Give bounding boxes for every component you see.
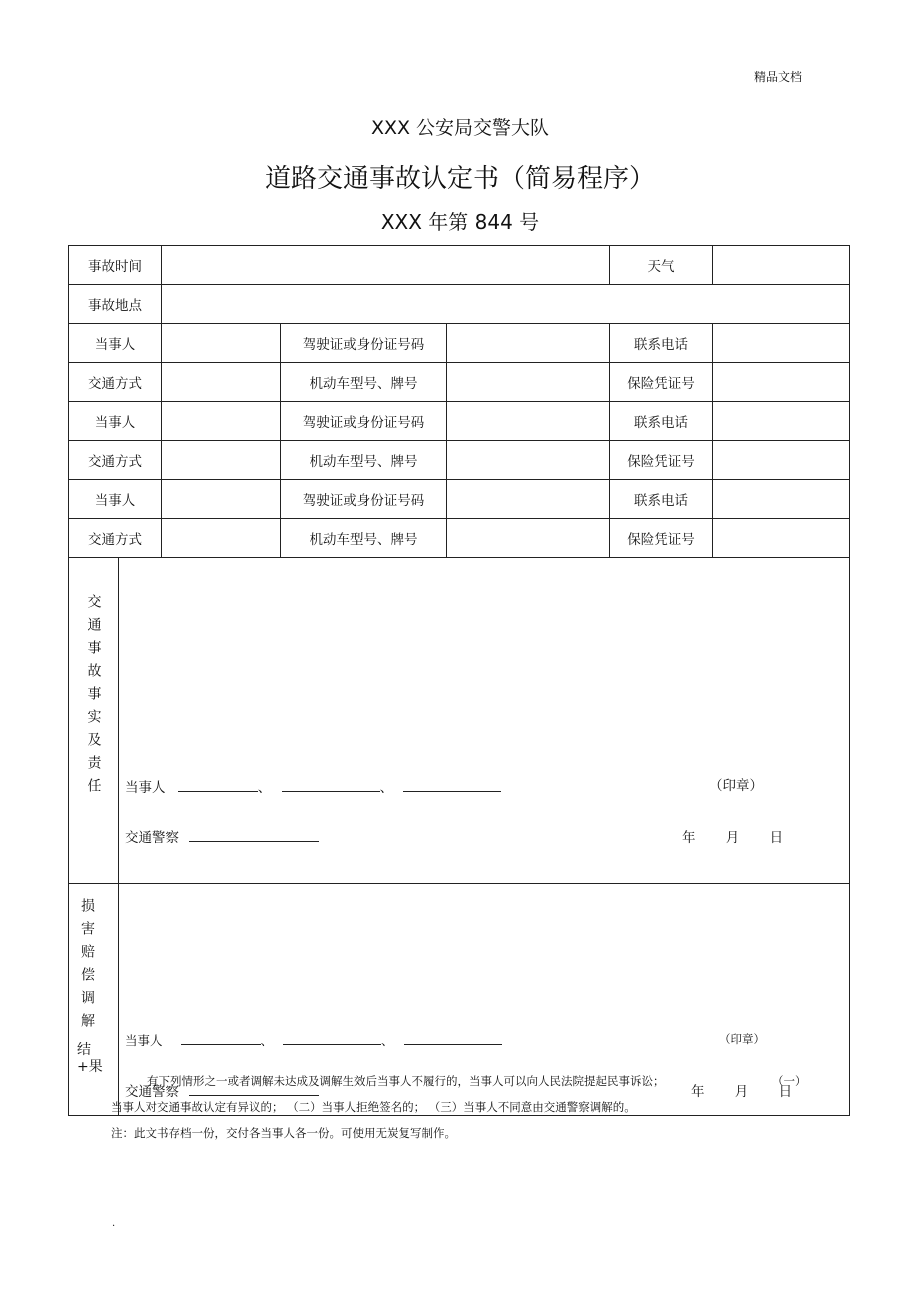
label-transport: 交通方式 [69,519,162,558]
field-insurance[interactable] [713,519,850,558]
label-transport: 交通方式 [69,363,162,402]
table-row [69,519,850,558]
label-weather: 天气 [610,246,713,285]
facts-heading: 交通事故事实及责任 [85,594,102,801]
field-party[interactable] [162,480,281,519]
field-license[interactable] [447,480,610,519]
footer-note-line-3: 注：此文书存档一份，交付各当事人各一份。可使用无炭复写制作。 [111,1126,456,1140]
label-party: 当事人 [69,480,162,519]
field-accident-time[interactable] [162,246,610,285]
agency-title: XXX 公安局交警大队 [370,117,550,139]
field-party[interactable] [162,402,281,441]
party-signature-field-2[interactable] [283,1032,381,1045]
label-vehicle: 机动车型号、牌号 [281,519,447,558]
field-insurance[interactable] [713,441,850,480]
facts-seal: （印章） [709,778,763,794]
label-phone: 联系电话 [610,480,713,519]
day-label: 日 [769,830,784,846]
damages-police-label: 交通警察 [125,1084,179,1100]
field-weather[interactable] [713,246,850,285]
facts-content-area[interactable] [119,558,850,884]
month-label: 月 [725,830,740,846]
separator: 、 [379,780,394,796]
field-transport[interactable] [162,519,281,558]
field-license[interactable] [447,402,610,441]
footer-note-line-1-tail: （一） [772,1074,807,1088]
field-accident-place[interactable] [162,285,850,324]
label-accident-place: 事故地点 [69,285,162,324]
damages-party-signature-line [125,1031,502,1049]
table-row [69,558,850,884]
table-row [69,324,850,363]
field-vehicle[interactable] [447,441,610,480]
footer-note-line-2: 当事人对交通事故认定有异议的； （二）当事人拒绝签名的； （三）当事人不同意由交通警察调解的。 [111,1100,636,1114]
field-transport[interactable] [162,441,281,480]
separator: 、 [260,1033,274,1048]
label-insurance: 保险凭证号 [610,363,713,402]
table-row [69,402,850,441]
party-signature-field-2[interactable] [282,779,380,792]
label-insurance: 保险凭证号 [610,441,713,480]
label-accident-time: 事故时间 [69,246,162,285]
facts-party-signature-line [125,776,501,796]
label-license: 驾驶证或身份证号码 [281,480,447,519]
page-dot: . [112,1218,116,1229]
field-phone[interactable] [713,402,850,441]
party-signature-field-3[interactable] [403,779,501,792]
facts-police-signature-line [125,826,319,846]
footer-note-line-1: 有下列情形之一或者调解未达成及调解生效后当事人不履行的，当事人可以向人民法院提起民事诉讼； [147,1074,665,1088]
label-party: 当事人 [69,324,162,363]
damages-party-label: 当事人 [125,1033,163,1048]
damages-heading: 损害赔偿调解 [79,898,95,1036]
facts-police-label: 交通警察 [125,830,179,846]
label-party: 当事人 [69,402,162,441]
facts-heading-cell [69,558,119,884]
label-transport: 交通方式 [69,441,162,480]
month-label: 月 [734,1084,749,1100]
field-vehicle[interactable] [447,519,610,558]
label-phone: 联系电话 [610,324,713,363]
field-license[interactable] [447,324,610,363]
field-party[interactable] [162,324,281,363]
day-label: 日 [778,1084,793,1100]
facts-date [682,826,783,846]
table-row [69,285,850,324]
document-title: 道路交通事故认定书（简易程序） [264,164,655,194]
field-insurance[interactable] [713,363,850,402]
party-signature-field-3[interactable] [404,1032,502,1045]
label-phone: 联系电话 [610,402,713,441]
table-row [69,480,850,519]
label-license: 驾驶证或身份证号码 [281,402,447,441]
party-signature-field-1[interactable] [181,1032,261,1045]
label-vehicle: 机动车型号、牌号 [281,363,447,402]
field-phone[interactable] [713,480,850,519]
damages-heading-cell [69,884,119,1116]
field-phone[interactable] [713,324,850,363]
document-number: XXX 年第 844 号 [380,210,540,234]
table-row [69,246,850,285]
separator: 、 [381,1033,394,1048]
accident-form-table [68,245,850,1116]
watermark-text: 精品文档 [753,70,802,84]
year-label: 年 [682,830,696,846]
label-vehicle: 机动车型号、牌号 [281,441,447,480]
table-row [69,441,850,480]
party-signature-field-1[interactable] [178,779,258,792]
table-row [69,363,850,402]
field-transport[interactable] [162,363,281,402]
facts-party-label: 当事人 [125,780,166,796]
year-label: 年 [691,1084,705,1100]
police-signature-field[interactable] [189,829,319,842]
label-license: 驾驶证或身份证号码 [281,324,447,363]
field-vehicle[interactable] [447,363,610,402]
damages-heading-tail: 结 +果 [77,1042,103,1075]
separator: 、 [257,780,272,796]
damages-seal: （印章） [719,1032,765,1046]
label-insurance: 保险凭证号 [610,519,713,558]
